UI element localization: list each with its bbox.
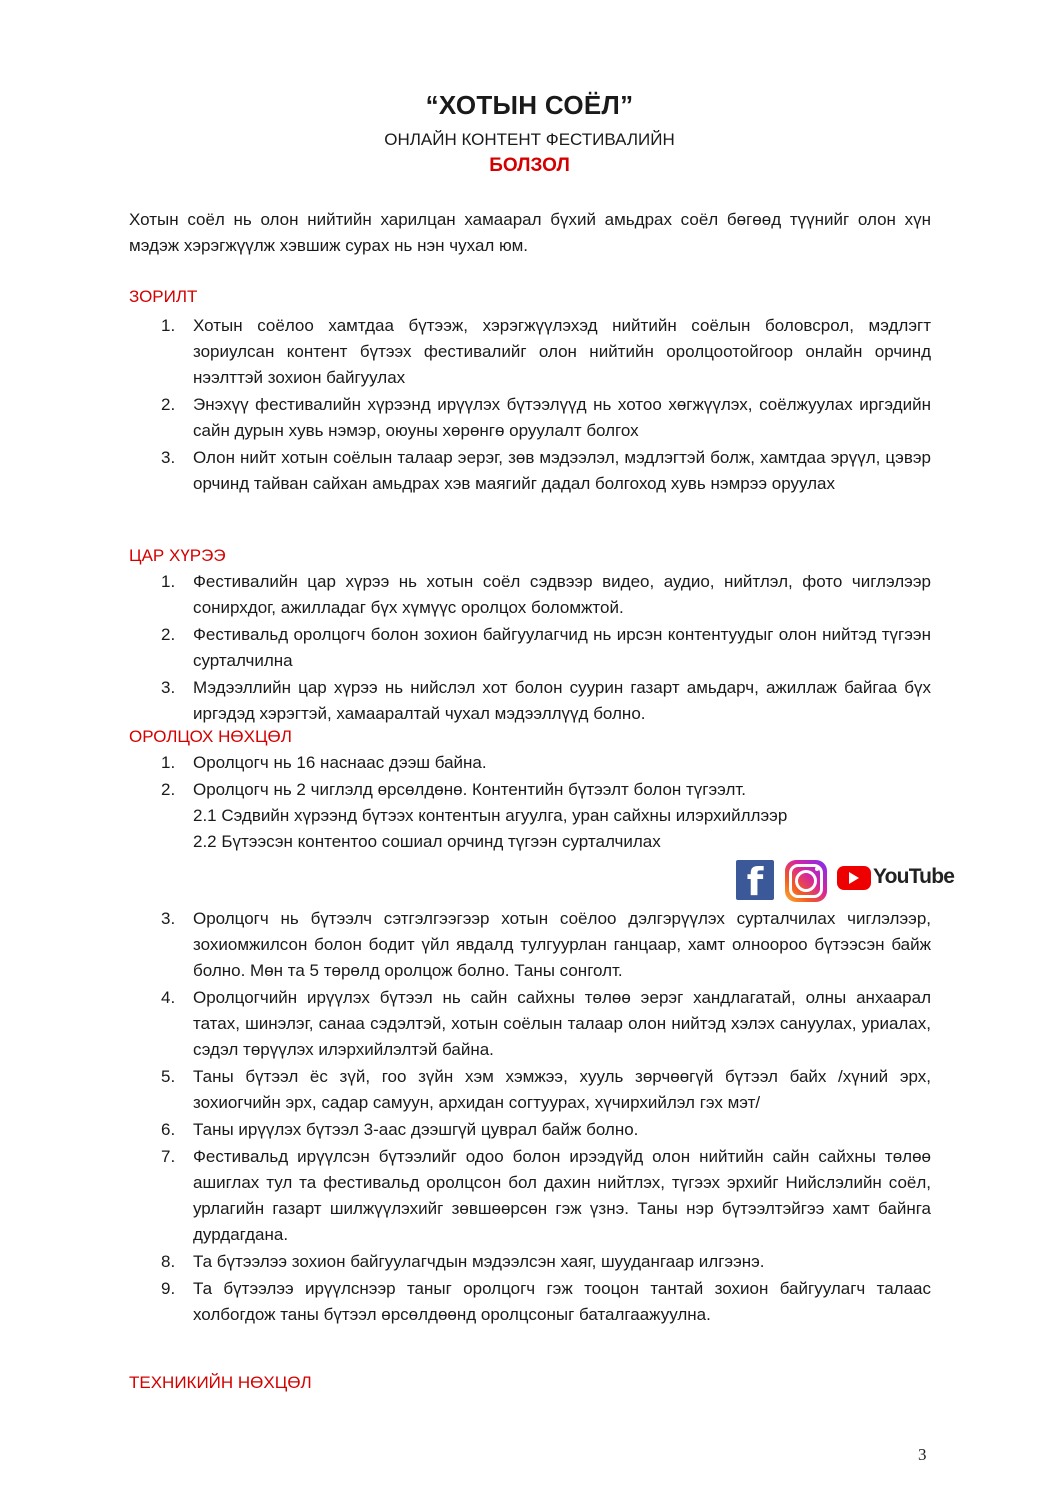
scope-list xyxy=(156,569,931,728)
list-item-text: Оролцогчийн ирүүлэх бүтээл нь сайн сайхны төлөө эерэг хандлагатай, олны анхаарал татах, шинэлэг, санаа сэдэлтэй, хотын соёлын талаар олон нийтэд хэлэх сануулах, уриалах, сэдэл төрүүлэх илэрхийлэлтэй байна. xyxy=(193,988,931,1059)
list-item-number: 3. xyxy=(161,448,176,467)
list-item-text: Оролцогч нь 2 чиглэлд өрсөлдөнө. Контентийн бүтээлт болон түгээлт. xyxy=(193,780,747,799)
page-number: 3 xyxy=(918,1445,927,1464)
list-item xyxy=(156,569,931,621)
list-item-number: 3. xyxy=(161,909,176,928)
list-item xyxy=(156,392,931,444)
list-item xyxy=(156,1249,931,1275)
list-item xyxy=(156,622,931,674)
goals-list xyxy=(156,313,931,498)
list-item xyxy=(156,445,931,497)
list-item-text: Энэхүү фестивалийн хүрээнд ирүүлэх бүтээлүүд нь хотоо хөгжүүлэх, соёлжуулах иргэдийн сайн дурын хувь нэмэр, оюуны хөрөнгө оруулалт болгох xyxy=(193,395,931,440)
list-item-text: Оролцогч нь бүтээлч сэтгэлгээгээр хотын соёлоо дэлгэрүүлэх сурталчилах чиглэлээр, зохиомжилсон болон бодит үйл явдалд тулгуурлан ганцаар, хамт олноороо бүтээсэн байж болно. Мөн та 5 төрөлд оролцож болно. Таны сонголт. xyxy=(193,909,931,980)
list-item-number: 4. xyxy=(161,988,176,1007)
list-item xyxy=(156,675,931,727)
list-item-text: Таны ирүүлэх бүтээл 3-аас дээшгүй цуврал байж болно. xyxy=(193,1120,639,1139)
intro-paragraph: Хотын соёл нь олон нийтийн харилцан хамаарал бүхий амьдрах соёл бөгөөд түүнийг олон хүн мэдэж хэрэгжүүлж хэвшиж сурах нь нэн чухал юм. xyxy=(129,210,931,255)
instagram-icon xyxy=(785,860,827,902)
youtube-wordmark: YouTube xyxy=(873,865,955,888)
document-title: “ХОТЫН СОЁЛ” xyxy=(425,90,634,120)
conditions-list-a xyxy=(156,750,931,856)
list-item-text: Хотын соёлоо хамтдаа бүтээж, хэрэгжүүлэхэд нийтийн соёлын боловсрол, мэдлэгт зориулсан контент бүтээх фестивалийг олон нийтийн оролцоотойгоор онлайн орчинд нээлттэй зохион байгуулах xyxy=(193,316,931,387)
list-item-number: 3. xyxy=(161,678,176,697)
list-item xyxy=(156,1117,931,1143)
list-item-text: Мэдээллийн цар хүрээ нь нийслэл хот болон суурин газарт амьдарч, ажиллаж байгаа бүх иргэдэд хэрэгтэй, хамааралтай чухал мэдээллүүд болно. xyxy=(193,678,931,723)
list-item-text: Та бүтээлээ ирүүлснээр таныг оролцогч гэж тооцон тантай зохион байгуулагч талаас холбогдож таны бүтээл өрсөлдөөнд оролцсоныг баталгаажуулна. xyxy=(193,1279,931,1324)
list-item xyxy=(156,906,931,984)
list-item-number: 5. xyxy=(161,1067,176,1086)
list-item-number: 6. xyxy=(161,1120,176,1139)
list-item-number: 1. xyxy=(161,572,176,591)
conditions-list-b xyxy=(156,906,931,1329)
list-item-number: 1. xyxy=(161,316,176,335)
facebook-icon: f xyxy=(736,860,774,900)
sub-item: 2.1 Сэдвийн хүрээнд бүтээх контентын агуулга, уран сайхны илэрхийллээр xyxy=(193,806,788,825)
section-heading-scope: ЦАР ХҮРЭЭ xyxy=(129,546,226,565)
list-item-text: Фестивальд ирүүлсэн бүтээлийг одоо болон ирээдүйд олон нийтийн сайн сайхны төлөө ашиглах тул та фестивальд оролцсон бол дахин нийтлэх, түгээх эрхийг Нийслэлийн соёл, урлагийн газарт шилжүүлэхийг зөвшөөрсөн гэж үзнэ. Таны нэр бүтээлтэйгээ хамт байнга дурдагдана. xyxy=(193,1147,931,1244)
list-item xyxy=(156,985,931,1063)
section-heading-conditions: ОРОЛЦОХ НӨХЦӨЛ xyxy=(129,727,292,746)
list-item-text: Фестивалийн цар хүрээ нь хотын соёл сэдвээр видео, аудио, нийтлэл, фото чиглэлээр сонирхдог, ажилладаг бүх хүмүүс оролцох боломжтой. xyxy=(193,572,931,617)
list-item xyxy=(156,750,931,776)
list-item-number: 7. xyxy=(161,1147,176,1166)
list-item xyxy=(156,1064,931,1116)
list-item xyxy=(156,1276,931,1328)
list-item xyxy=(156,1144,931,1248)
document-type-label: БОЛЗОЛ xyxy=(489,155,570,176)
youtube-icon xyxy=(837,866,871,890)
section-heading-goals: ЗОРИЛТ xyxy=(129,287,198,306)
list-item-number: 2. xyxy=(161,625,176,644)
list-item xyxy=(156,777,931,855)
list-item-text: Та бүтээлээ зохион байгуулагчдын мэдээлсэн хаяг, шуудангаар илгээнэ. xyxy=(193,1252,765,1271)
list-item-text: Таны бүтээл ёс зүй, гоо зүйн хэм хэмжээ, хууль зөрчөөгүй бүтээл байх /хүний эрх, зохиогчийн эрх, садар самуун, архидан согтуурах, хүчирхийлэл гэх мэт/ xyxy=(193,1067,931,1112)
list-item-number: 1. xyxy=(161,753,176,772)
sub-item: 2.2 Бүтээсэн контентоо сошиал орчинд түгээн сурталчилах xyxy=(193,832,661,851)
section-heading-technical: ТЕХНИКИЙН НӨХЦӨЛ xyxy=(129,1373,312,1392)
list-item-text: Олон нийт хотын соёлын талаар эерэг, зөв мэдээлэл, мэдлэгтэй болж, хамтдаа эрүүл, цэвэр орчинд тайван сайхан амьдрах хэв маягийг дадал болгоход хувь нэмрээ оруулах xyxy=(193,448,931,493)
list-item-text: Оролцогч нь 16 наснаас дээш байна. xyxy=(193,753,487,772)
list-item-number: 9. xyxy=(161,1279,176,1298)
list-item-text: Фестивальд оролцогч болон зохион байгуулагчид нь ирсэн контентуудыг олон нийтэд түгээн сурталчилна xyxy=(193,625,931,670)
document-subtitle: ОНЛАЙН КОНТЕНТ ФЕСТИВАЛИЙН xyxy=(384,130,675,149)
list-item-number: 2. xyxy=(161,395,176,414)
list-item-number: 8. xyxy=(161,1252,176,1271)
list-item-number: 2. xyxy=(161,780,176,799)
list-item xyxy=(156,313,931,391)
